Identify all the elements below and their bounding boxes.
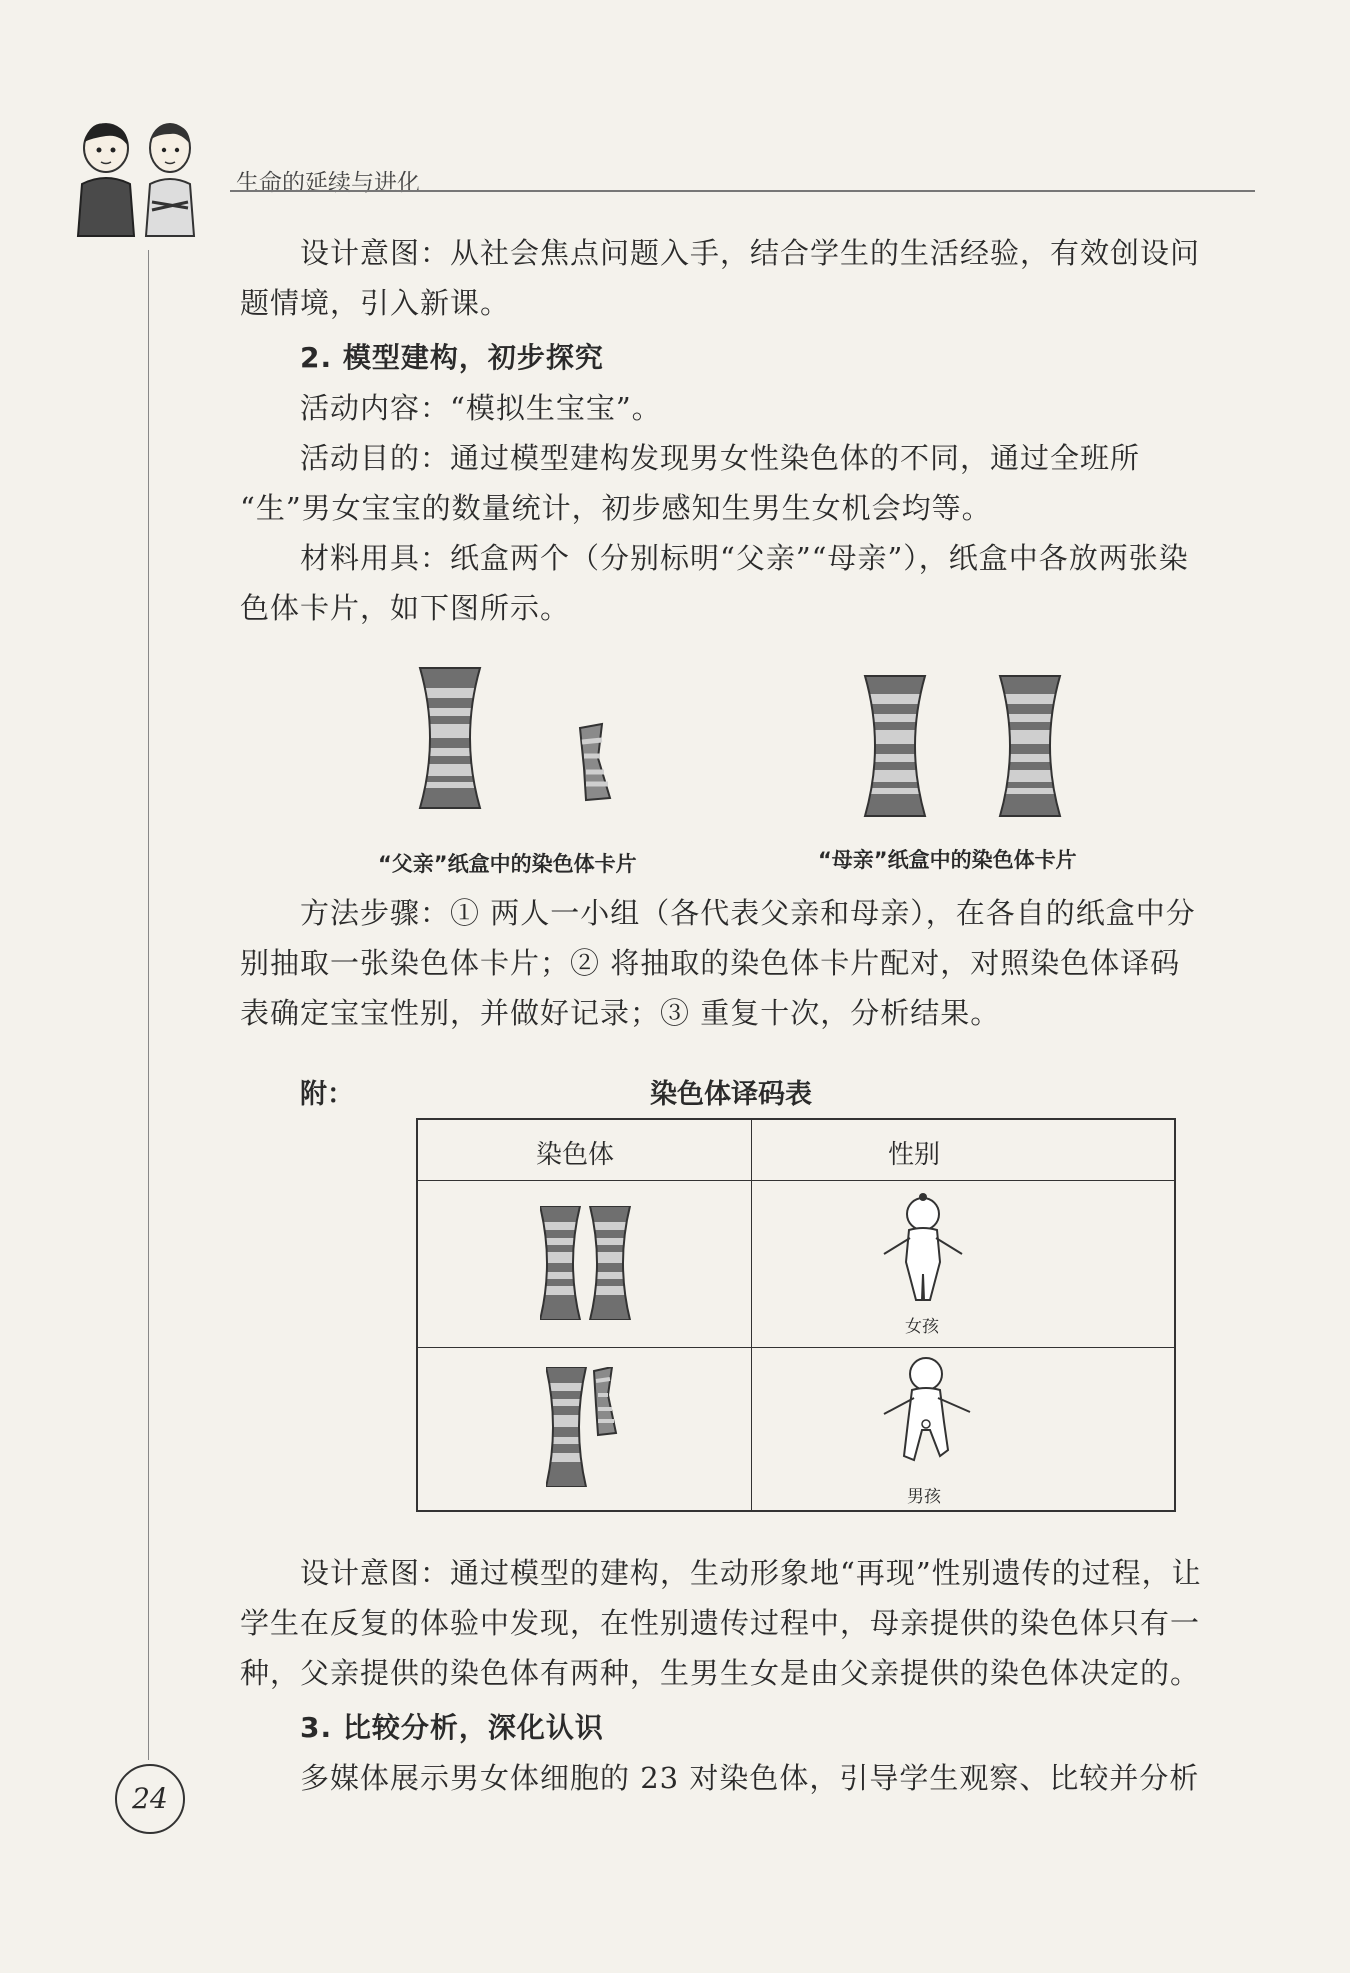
baby-girl-icon	[868, 1190, 978, 1310]
table-header-sex: 性别	[888, 1140, 941, 1170]
baby-boy-icon	[868, 1352, 988, 1472]
xx-chromosome-pair	[540, 1206, 632, 1320]
margin-divider	[148, 250, 149, 1760]
boy-label: 男孩	[907, 1487, 941, 1507]
paragraph-activity-purpose: 活动目的：通过模型建构发现男女性染色体的不同，通过全班所 “生”男女宝宝的数量统计，初步感知生男生女机会均等。	[240, 441, 1141, 525]
chapter-title: 生命的延续与进化	[236, 170, 420, 196]
table-header-chromosome: 染色体	[536, 1140, 615, 1170]
header-divider	[230, 190, 1255, 192]
boy-right-icon	[146, 124, 194, 236]
paragraph-method-steps: 方法步骤：① 两人一小组（各代表父亲和母亲），在各自的纸盒中分 别抽取一张染色体卡片；② 将抽取的染色体卡片配对，对照染色体译码 表确定宝宝性别，并做好记录；③ 重复十次，分析结果。	[240, 896, 1196, 1030]
father-box-caption: “父亲”纸盒中的染色体卡片	[378, 852, 637, 876]
decode-table-title: 染色体译码表	[650, 1079, 812, 1110]
section-heading-2: 2. 模型建构，初步探究	[300, 341, 604, 374]
paragraph-design-intent-1: 设计意图：从社会焦点问题入手，结合学生的生活经验，有效创设问 题情境，引入新课。	[240, 236, 1201, 320]
paragraph-multimedia: 多媒体展示男女体细胞的 23 对染色体，引导学生观察、比较并分析	[300, 1761, 1200, 1795]
paragraph-design-intent-2: 设计意图：通过模型的建构，生动形象地“再现”性别遗传的过程，让 学生在反复的体验中发现，在性别遗传过程中，母亲提供的染色体只有一 种，父亲提供的染色体有两种，生男生女是由父亲提供的染色体决定的。	[240, 1556, 1202, 1690]
father-y-chromosome	[580, 724, 610, 800]
father-x-chromosome	[420, 668, 480, 808]
chromosome-decode-table	[416, 1118, 1176, 1512]
appendix-label: 附：	[300, 1079, 354, 1110]
paragraph-materials: 材料用具：纸盒两个（分别标明“父亲”“母亲”），纸盒中各放两张染 色体卡片，如下图所示。	[240, 541, 1189, 625]
section-heading-3: 3. 比较分析，深化认识	[300, 1711, 604, 1744]
page-number: 24	[115, 1764, 185, 1834]
chromosome-cards-figure	[380, 660, 1120, 820]
mother-x-chromosome-2	[1000, 676, 1060, 816]
mother-box-caption: “母亲”纸盒中的染色体卡片	[818, 848, 1077, 872]
girl-label: 女孩	[905, 1317, 939, 1337]
xy-chromosome-pair	[546, 1367, 626, 1487]
mother-x-chromosome-1	[865, 676, 925, 816]
header-cartoon-students	[68, 118, 208, 238]
boy-left-icon	[78, 123, 134, 236]
paragraph-activity-content: 活动内容：“模拟生宝宝”。	[300, 391, 662, 425]
